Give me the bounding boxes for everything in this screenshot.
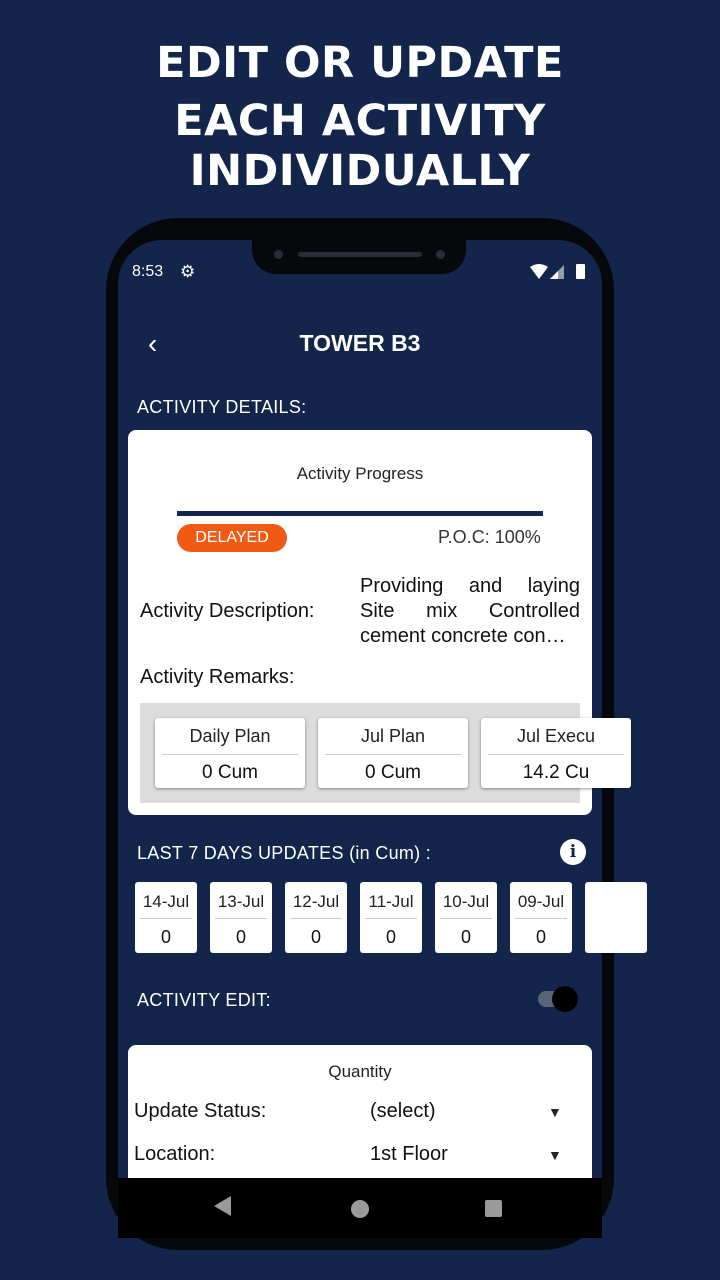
day-card [435,882,497,953]
day-value: 0 [460,927,471,947]
day-value: 0 [235,927,246,947]
location-label: Location: [134,1143,216,1165]
battery-icon [576,264,585,279]
plan-label: Jul Plan [360,726,426,746]
progress-title: Activity Progress [296,464,424,483]
description-label: Activity Description: [140,600,315,622]
location-select[interactable]: 1st Floor [370,1143,448,1165]
chevron-left-icon[interactable]: ‹ [148,328,158,359]
headline-line-1: EDIT OR UPDATE [156,38,564,88]
poc-value: P.O.C: 100% [438,527,541,547]
day-value: 0 [310,927,321,947]
progress-bar [177,511,543,516]
quantity-title: Quantity [328,1062,392,1081]
plan-value: 0 Cum [365,762,421,783]
sensor-dot [436,250,445,259]
last-updates-heading: LAST 7 DAYS UPDATES (in Cum) : [137,843,432,863]
info-icon[interactable]: i [560,839,586,865]
day-date: 09-Jul [517,892,565,911]
wifi-icon [530,264,548,279]
edit-toggle-knob[interactable] [552,986,578,1012]
description-text: Providing and laying Site mix Controlled cement concrete con… [360,575,580,647]
update-status-select[interactable]: (select) [370,1100,436,1122]
signal-wifi-icons [528,263,570,281]
page-title: TOWER B3 [299,330,421,356]
caret-down-icon[interactable]: ▼ [548,1104,562,1120]
day-date: 11-Jul [368,892,414,911]
camera-dot [274,250,283,259]
plan-cards-scroller[interactable] [140,703,596,803]
status-badge: DELAYED [177,524,287,552]
day-value: 0 [385,927,396,947]
day-value: 0 [535,927,546,947]
activity-edit-heading: ACTIVITY EDIT: [137,990,271,1010]
day-date: 13-Jul [217,892,265,911]
activity-details-heading: ACTIVITY DETAILS: [137,397,307,417]
day-card [135,882,197,953]
day-date: 12-Jul [292,892,340,911]
caret-down-icon[interactable]: ▼ [548,1147,562,1163]
day-value: 0 [160,927,171,947]
day-date: 10-Jul [442,892,490,911]
headline-line-2: EACH ACTIVITY INDIVIDUALLY [174,96,546,196]
plan-label: Daily Plan [189,726,271,746]
speaker-grille [298,252,422,257]
activity-details-card [128,430,596,815]
day-card [285,882,347,953]
triangle-back-icon[interactable] [214,1196,231,1216]
plan-card-month [318,718,468,788]
status-time: 8:53 [132,263,164,280]
square-recent-icon[interactable] [485,1200,502,1217]
circle-home-icon[interactable] [351,1200,369,1218]
update-status-label: Update Status: [134,1100,267,1122]
plan-value: 14.2 Cu [522,762,590,783]
day-card [510,882,572,953]
day-card [360,882,422,953]
day-updates-scroller[interactable] [135,882,592,954]
day-card-partial [585,882,647,953]
plan-value: 0 Cum [202,762,258,783]
plan-label: Jul Execu [516,726,596,746]
day-date: 14-Jul [142,892,190,911]
plan-card-execution [481,718,631,788]
day-card [210,882,272,953]
remarks-label: Activity Remarks: [140,666,295,688]
gear-icon: ⚙ [180,262,196,281]
system-nav-bar [118,1178,602,1238]
plan-card-daily [155,718,305,788]
